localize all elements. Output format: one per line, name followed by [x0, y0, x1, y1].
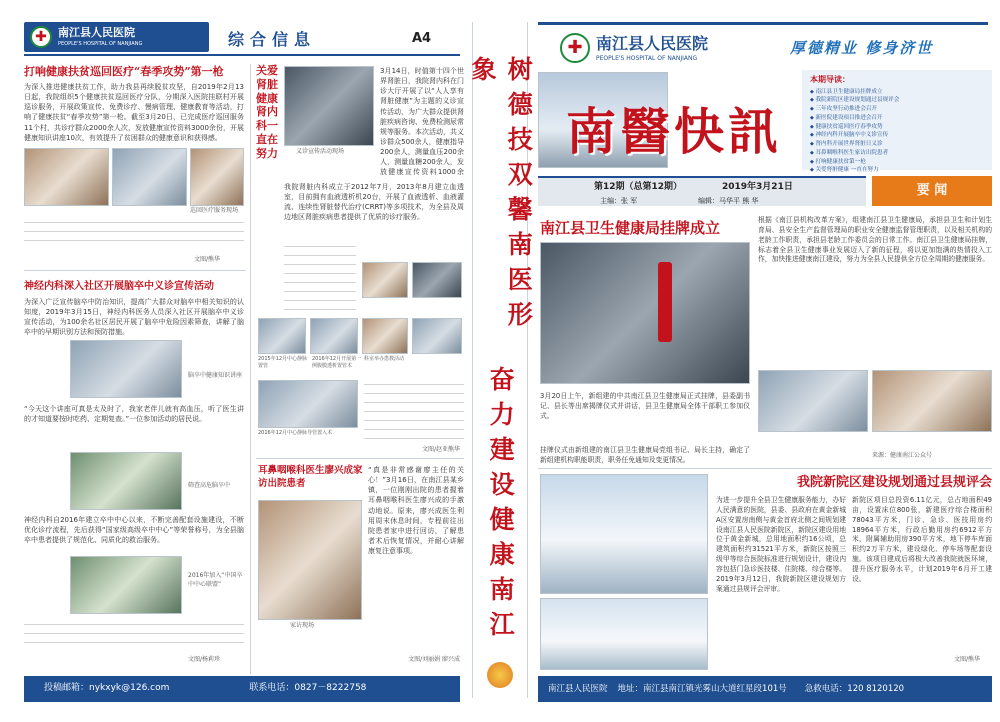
hospital-logo-icon: ✚ — [30, 26, 52, 48]
article4-signature: 文图/刘丽娟 廖兴成 — [408, 656, 460, 663]
footer-phone: 0827－8222758 — [294, 683, 367, 694]
article1-divider — [24, 270, 246, 271]
article2-signature: 文图/杨莉珍 — [187, 656, 220, 663]
guide-item[interactable]: ◆ 我院新院区建设规划通过县规评会 — [810, 96, 984, 105]
r-article2-title: 我院新院区建设规划通过县规评会 — [796, 475, 992, 490]
r-article1-body2: 挂牌仪式由新组建的南江县卫生健康局党组书记、局长主持，确定了新组建机构职能职责，职务任免通知及变更情况。 — [540, 446, 750, 464]
guide-item[interactable]: ◆ 打响健康扶贫第一枪 — [810, 158, 984, 167]
r-article1-title: 南江县卫生健康局挂牌成立 — [540, 219, 721, 237]
article3-photo-7 — [412, 318, 462, 354]
article3-photo-5 — [310, 318, 358, 354]
guide-box — [802, 70, 992, 174]
article1-body-tail — [24, 218, 244, 248]
issue-date: 2019年3月21日 — [722, 182, 793, 192]
article3-photo-8 — [258, 380, 358, 428]
article3-body-tail — [284, 242, 356, 312]
guide-title: 本期导读： — [810, 75, 850, 84]
article2-body2: 神经内科自2016年建立卒中中心以来，不断完善配套设施建设，不断优化诊疗流程，先后获得“国家级高级卒中中心”等荣誉称号，为全县脑卒中患者提供了规范化、同质化的救治服务。 — [24, 516, 244, 545]
left-footer — [24, 676, 460, 702]
article2-photo-2 — [70, 452, 182, 510]
guide-item[interactable]: ◆ 神经内科开展脑卒中义诊宣传 — [810, 131, 984, 140]
article4-photo — [258, 500, 362, 620]
footer-address-label: 地址： — [617, 683, 644, 694]
issue-bar — [538, 176, 866, 206]
article3-photo-2 — [362, 262, 408, 298]
article3-body-tail-2 — [364, 380, 464, 440]
guide-item[interactable]: ◆ 新医院建设项目推进会召开 — [810, 114, 984, 123]
left-header-bar — [24, 22, 209, 52]
footer-email[interactable]: nykxyk@126.com — [89, 683, 170, 694]
guide-item[interactable]: ◆ 健康扶贫巡回医疗春季攻势 — [810, 123, 984, 132]
footer-phone-label: 联系电话： — [249, 683, 295, 694]
guide-item[interactable]: ◆ 肾内科开展世界肾脏日义诊 — [810, 140, 984, 149]
article3-caption-3: 2016年12月中心静脉导管置入术 — [258, 430, 333, 436]
article1-photo-2 — [112, 148, 187, 206]
spine-emblem-icon — [487, 662, 513, 688]
r-article1-source: 来源：健康南江公众号 — [872, 452, 933, 459]
article1-caption: 巡回医疗服务现场 — [190, 207, 239, 214]
r-article1-photo-3 — [872, 370, 992, 432]
chief-editor: 主编：张 军 — [600, 197, 638, 205]
article2-body: 为深入广泛宣传脑卒中防治知识，提高广大群众对脑卒中相关知识的认知度，2019年3月15日，神经内科医务人员深入社区开展脑卒中义诊宣传活动，为100余名社区居民开展了脑卒中危险因素筛查，讲解了脑卒中的早期识别方法和预防措施。 — [24, 298, 244, 337]
issue-number: 第12期（总第12期） — [594, 182, 683, 192]
left-header-rule — [24, 54, 460, 56]
article2-caption-3: 2016年加入“中国卒中中心联盟” — [188, 572, 243, 588]
r-article2-signature: 文图/熊华 — [953, 656, 980, 663]
article3-caption-1: 义诊宣传活动现场 — [296, 148, 345, 155]
r-article2-rendering-2 — [540, 598, 708, 670]
r-article1-divider — [538, 468, 992, 469]
article3-body: 3月14日，时值第十四个世界肾脏日，我院肾内科在门诊大厅开展了以“人人享有肾脏健康”为主题的义诊宣传活动，为广大群众提供肾脏疾病咨询、免费检测尿常规等服务。本次活动，共义诊群众500余人，健康指导200余人，测量血压200余人，测量血糖200余人，发放健康宣传资料1000余 — [380, 67, 464, 176]
article2-body-tail — [24, 620, 244, 644]
article1-photo-1 — [24, 148, 109, 206]
right-hospital-logo-icon: ✚ — [560, 33, 590, 63]
article4-caption: 家访现场 — [290, 622, 315, 629]
footer-hospital: 南江县人民医院 — [548, 683, 608, 694]
article1-signature: 文图/熊华 — [193, 256, 220, 263]
article2-photo-3 — [70, 556, 182, 614]
footer-email-label: 投稿邮箱： — [44, 683, 90, 694]
article3-caption-4: 科室举办患教活动 — [364, 356, 405, 362]
footer-emergency-label: 急救电话： — [804, 683, 848, 694]
article1-photo-3 — [190, 148, 244, 206]
editors: 编辑：马华平 熊 华 — [698, 197, 759, 205]
r-article1-photo — [540, 242, 750, 384]
right-hospital-name: 南江县人民医院 — [596, 34, 709, 53]
article3-photo-6 — [362, 318, 408, 354]
guide-item[interactable]: ◆ 南江县卫生健康局挂牌成立 — [810, 88, 984, 97]
r-article2-col2: 新院区项目总投资6.11亿元，总占地面积49亩，设置床位800张，新建医疗综合楼面积78043平方米，门诊、急诊、医技用房约18964平方米，行政后勤用房约6912平方米，附属辅助用房390平方米，地下停车库面积约2万平方米，建设绿化、停车场等配套设施。该项目建成后将极大改善我院就医环境，提升医疗服务水平，计划2019年6月开工建设。 — [852, 496, 992, 583]
article3-caption-2: 2015年12月中心静脉置管 — [258, 356, 308, 370]
footer-address: 南江县南江镇光雾山大道红星段101号 — [643, 683, 787, 694]
article1-title: 打响健康扶贫巡回医疗“春季攻势”第一枪 — [24, 65, 224, 78]
right-footer — [538, 676, 992, 702]
guide-item[interactable]: ◆ 三年攻坚行动推进会召开 — [810, 105, 984, 114]
left-hospital-name-en: PEOPLE'S HOSPITAL OF NANJIANG — [58, 41, 143, 48]
article3-caption-5: 2016年12月开展第一例腹膜透析置管术 — [312, 356, 362, 370]
r-article1-col2: 根据《南江县机构改革方案》，组建南江县卫生健康局，承担县卫生和计划生育局、县安全生产监督管理局的职业安全健康监督管理职责，以及相关机构的老龄工作职责，承担县老龄工作委员会的日常工作。南江县卫生健康局挂牌，标志着全县卫生健康事业发展迈入了新的征程，将以更加饱满的热情投入工作，加快推进健康南江建设，努力为全县人民提供全方位全周期的健康服务。 — [758, 216, 992, 264]
article1-body: 为深入推进健康扶贫工作，助力我县再续脱贫攻坚，自2019年2月13日起，我院组织5个健康扶贫巡回医疗分队，分期深入医院挂联村开展巡诊服务，开展政策宣传、免费诊疗、慢病管理、健康教育等活动，打响了健康扶贫“春季攻势”第一枪。截至3月20日，已完成医疗巡回服务11个村，共诊疗群众2000余人次，发放健康宣传资料3000余份，开展健康知识讲座10次，有效提升了贫困群众的健康意识和获得感。 — [24, 83, 244, 142]
article3-photo-1 — [284, 66, 374, 146]
left-page — [0, 0, 470, 722]
article4-title: 耳鼻咽喉科医生廖兴成家访出院患者 — [258, 465, 363, 489]
r-article1-photo-2 — [758, 370, 868, 432]
article2-photo-1 — [70, 340, 182, 398]
left-column-divider — [250, 64, 251, 674]
article2-title: 神经内科深入社区开展脑卒中义诊宣传活动 — [24, 281, 214, 292]
article3-photo-3 — [412, 262, 462, 298]
left-hospital-name: 南江县人民医院 — [58, 26, 135, 40]
r-article1-body: 3月20日上午，新组建的中共南江县卫生健康局正式挂牌，县委副书记、县长等出席揭牌仪式并讲话，县卫生健康局全体干部职工参加仪式。 — [540, 392, 750, 420]
article4-body: “真是非常感谢廖主任的关心！”3月16日，在南江县某乡镇，一位刚刚出院的患者握着耳鼻咽喉科医生廖兴成的手激动地说。原来，廖兴成医生利用周末休息时间，专程前往出院患者家中进行回访，了解患者术后恢复情况，并耐心讲解康复注意事项。 — [368, 466, 464, 556]
page-number: A4 — [412, 31, 432, 46]
r-article2-body: 为进一步提升全县卫生健康服务能力，办好人民满意的医院，县委、县政府在黄金新城A区安置房南侧与黄金首府北侧之间规划建设南江县人民医院新院区，新院区建设用地位于黄金新城，总用地面积约16公顷，总建筑面积约31521平方米，新院区按照三级甲等综合医院标准进行规划设计，建设内容包括门急诊医技楼、住院楼、综合楼等。2019年3月12日，我院新院区建设规划方案通过县规评会评审。 — [716, 496, 846, 593]
motto: 厚德精业 修身济世 — [790, 39, 934, 57]
right-hospital-name-en: PEOPLE'S HOSPITAL OF NANJIANG — [596, 55, 698, 63]
article2-caption-1: 脑卒中健康知识讲座 — [188, 372, 243, 379]
right-hospital-brand — [560, 32, 708, 64]
masthead: 南醫快訊 — [566, 102, 782, 161]
article2-quote: “今天这个讲座可真是太及时了，我家老伴儿就有高血压，听了医生讲的才知道要按时吃药、定期复查。”一位参加活动的居民说。 — [24, 405, 244, 424]
article2-caption-2: 筛查高危脑卒中 — [188, 482, 231, 489]
right-top-stripe — [538, 22, 988, 25]
right-page — [530, 0, 1000, 722]
guide-list — [810, 88, 984, 176]
article3-body2: 我院肾脏内科成立于2012年7月，2013年8月建立血透室，目前拥有血液透析机20台，开展了血液透析、血液灌流、连续性肾脏替代治疗(CRRT)等多项技术，为全县及周边地区肾脏疾病患者提供了优质的诊疗服务。 — [284, 183, 464, 222]
r-article2-rendering-1 — [540, 474, 708, 594]
article3-signature: 文图/赵亚熊华 — [421, 446, 460, 453]
plaque-icon — [658, 262, 672, 342]
article3-divider — [256, 458, 464, 459]
news-tag: 要 闻 — [872, 176, 992, 206]
article3-photo-4 — [258, 318, 306, 354]
footer-emergency-phone: 120 8120120 — [847, 683, 905, 694]
spine-slogan-1: 树德技双馨南医形象 — [468, 56, 534, 336]
spine — [468, 22, 534, 698]
article3-title: 关爱肾脏健康 肾内科一直在努力 — [256, 64, 278, 160]
spine-slogan-2: 奋力建设健康南江 — [486, 366, 516, 646]
guide-item[interactable]: ◆ 关爱肾脏健康 一直在努力 — [810, 166, 984, 175]
guide-item[interactable]: ◆ 耳鼻咽喉科医生家访出院患者 — [810, 149, 984, 158]
section-title: 综合信息 — [228, 30, 317, 49]
